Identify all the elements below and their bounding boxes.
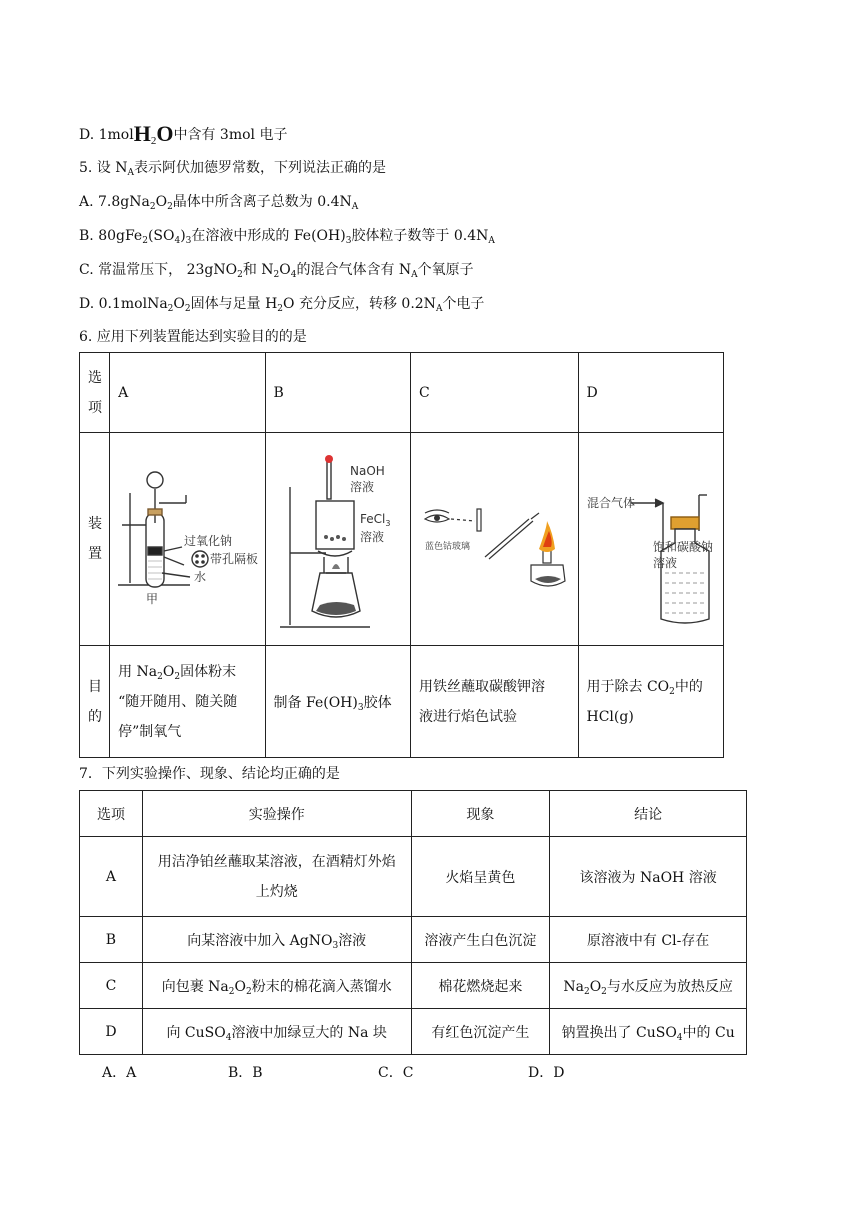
q5-stem: 5. 设 $N_A$表示阿伏加德罗常数，下列说法正确的是 bbox=[79, 160, 387, 178]
q7-table bbox=[79, 790, 747, 1055]
q7-stem: 7．下列实验操作、现象、结论均正确的是 bbox=[79, 766, 340, 782]
q6-device-a bbox=[110, 433, 265, 646]
q7-row-c: C 向包裹 $Na_2O_2$粉末的棉花滴入蒸馏水 棉花燃烧起来 $Na_2O_2$与水反应为放热反应 bbox=[80, 963, 747, 1009]
q5-option-a: A. $7.8gNa_2O_2$晶体中所含离子总数为 $0.4N_A$ bbox=[79, 194, 359, 212]
q7-choice-b: B．B bbox=[228, 1065, 263, 1081]
label-naoh: NaOH bbox=[349, 464, 385, 478]
q6-col-a: A bbox=[110, 353, 265, 433]
q6-col-c: C bbox=[410, 353, 578, 433]
q7-header-conclusion: 结论 bbox=[550, 791, 747, 837]
q7-header-option: 选项 bbox=[80, 791, 143, 837]
q7-row-a: A 用洁净铂丝蘸取某溶液，在酒精灯外焰 上灼烧 火焰呈黄色 该溶液为 NaOH 溶液 bbox=[80, 837, 747, 917]
label-sat-sodium-carbonate: 饱和碳酸钠 bbox=[652, 540, 713, 554]
apparatus-a-diagram bbox=[110, 433, 264, 641]
apparatus-c-diagram bbox=[411, 433, 577, 641]
apparatus-b-diagram bbox=[266, 433, 410, 641]
q6-device-d bbox=[578, 433, 724, 646]
label-naoh-solution: 溶液 bbox=[349, 480, 374, 494]
q6-purpose-a: 用 $Na_2O_2$固体粉末 “随开随用、随关随 停”制氧气 bbox=[110, 646, 265, 758]
q7-header-row bbox=[80, 791, 747, 837]
q7-header-phenomenon: 现象 bbox=[411, 791, 550, 837]
q6-col-b: B bbox=[265, 353, 410, 433]
label-fecl3: FeCl$_3$ bbox=[359, 512, 390, 528]
label-solution: 溶液 bbox=[652, 556, 677, 570]
q7-choice-a: A．A bbox=[102, 1065, 137, 1081]
q6-purpose-c: 用铁丝蘸取碳酸钾溶 液进行焰色试验 bbox=[410, 646, 578, 758]
label-porous-plate: 带孔隔板 bbox=[210, 552, 259, 566]
q6-device-c bbox=[410, 433, 578, 646]
q7-choice-c: C．C bbox=[378, 1065, 414, 1081]
q6-header-label: 选项 bbox=[80, 353, 110, 433]
q4-option-d: D. 1molH$_2$O中含有 3mol 电子 bbox=[79, 121, 288, 147]
q5-option-d: D. $0.1molNa_2O_2$固体与足量 $H_2O$ 充分反应，转移 $0.2N_A$个电子 bbox=[79, 296, 485, 314]
label-blue-cobalt-glass: 蓝色钴玻璃 bbox=[424, 542, 470, 552]
q5-option-c: C. 常温常压下， 23gNO$_2$和 $N_2O_4$的混合气体含有 $N_A$个氧原子 bbox=[79, 262, 474, 280]
label-sodium-peroxide: 过氧化钠 bbox=[184, 534, 233, 548]
q6-purpose-b: 制备 $Fe(OH)_3$胶体 bbox=[265, 646, 410, 758]
q6-stem: 6. 应用下列装置能达到实验目的的是 bbox=[79, 329, 307, 345]
q7-row-b: B 向某溶液中加入 AgNO$_3$溶液 溶液产生白色沉淀 原溶液中有 Cl-存在 bbox=[80, 917, 747, 963]
q6-col-d: D bbox=[578, 353, 724, 433]
q6-device-label: 装置 bbox=[80, 433, 110, 646]
q6-device-b bbox=[265, 433, 410, 646]
label-mixed-gas: 混合气体 bbox=[586, 496, 635, 510]
q7-header-operation: 实验操作 bbox=[142, 791, 411, 837]
q6-purpose-row bbox=[80, 646, 724, 758]
q6-purpose-label: 目的 bbox=[80, 646, 110, 758]
label-water: 水 bbox=[194, 570, 207, 584]
apparatus-d-diagram bbox=[579, 433, 723, 641]
q6-table bbox=[79, 352, 724, 758]
q7-row-d: D 向 CuSO$_4$溶液中加绿豆大的 Na 块 有红色沉淀产生 钠置换出了 CuSO$_4$中的 Cu bbox=[80, 1009, 747, 1055]
water-formula: $H_2O$ bbox=[133, 121, 174, 147]
q6-header-row bbox=[80, 353, 724, 433]
q5-option-b: B. $80gFe_2(SO_4)_3$在溶液中形成的 $Fe(OH)_3$胶体粒子数等于 $0.4N_A$ bbox=[79, 228, 495, 246]
q6-device-row bbox=[80, 433, 724, 646]
q6-purpose-d: 用于除去 $CO_2$中的 HCl(g) bbox=[578, 646, 724, 758]
label-fecl3-solution: 溶液 bbox=[359, 530, 384, 544]
label-jia: 甲 bbox=[146, 592, 159, 606]
q7-choice-d: D．D bbox=[528, 1065, 565, 1081]
